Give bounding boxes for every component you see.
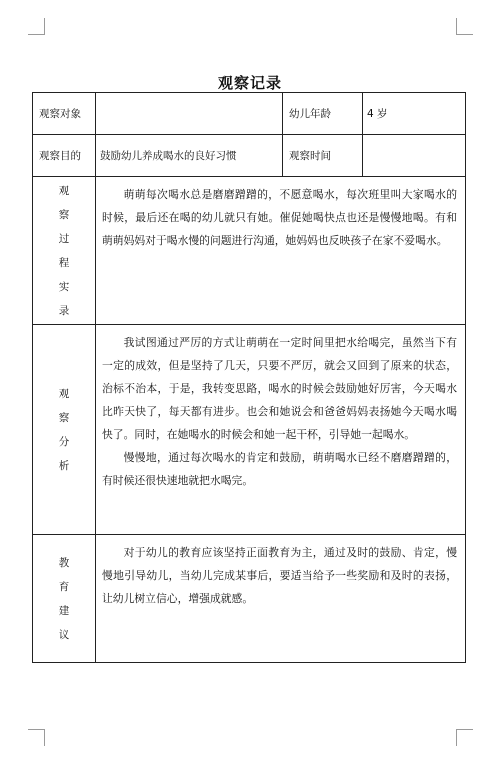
table-row-purpose [33, 135, 466, 177]
crop-mark-bottom-right [456, 729, 473, 746]
page-title: 观察记录 [217, 74, 282, 92]
paragraph: 我试图通过严厉的方式让萌萌在一定时间里把水给喝完，虽然当下有一定的成效，但是坚持了几天，只要不严厉，就会又回到了原来的状态，治标不治本，于是，我转变思路，喝水的时候会鼓励她好厉害，今天喝水比昨天快了，每天都有进步。也会和她说会和爸爸妈妈表扬她今天喝水喝快了。同时，在她喝水的时候会和她一起干杯，引导她一起喝水。 [102, 336, 457, 441]
label-analysis: 观 察 分 析 [33, 325, 96, 535]
content-process-record [96, 177, 466, 325]
label-observation-subject: 观察对象 [33, 93, 96, 135]
table-row-suggestion [33, 535, 466, 663]
value-observation-purpose: 鼓励幼儿养成喝水的良好习惯 [96, 135, 283, 177]
paragraph: 萌萌每次喝水总是磨磨蹭蹭的，不愿意喝水，每次班里叫大家喝水的时候，最后还在喝的幼儿就只有她。催促她喝快点也还是慢慢地喝。有和萌萌妈妈对于喝水慢的问题进行沟通，她妈妈也反映孩子在家不爱喝水。 [102, 188, 457, 247]
value-observation-time [363, 135, 466, 177]
paragraph: 对于幼儿的教育应该坚持正面教育为主，通过及时的鼓励、肯定，慢慢地引导幼儿，当幼儿完成某事后，要适当给予一些奖励和及时的表扬，让幼儿树立信心，增强成就感。 [102, 546, 457, 605]
table-row-analysis [33, 325, 466, 535]
label-observation-purpose: 观察目的 [33, 135, 96, 177]
label-process-record: 观 察 过 程 实 录 [33, 177, 96, 325]
label-child-age: 幼儿年龄 [283, 93, 363, 135]
observation-table [32, 92, 466, 663]
paragraph: 慢慢地，通过每次喝水的肯定和鼓励，萌萌喝水已经不磨磨蹭蹭的，有时候还很快速地就把水喝完。 [102, 451, 457, 487]
value-observation-subject [96, 93, 283, 135]
table-row-subject [33, 93, 466, 135]
label-education-suggestion: 教 育 建 议 [33, 535, 96, 663]
table-row-process [33, 177, 466, 325]
crop-mark-top-left [28, 18, 45, 35]
content-analysis [96, 325, 466, 535]
label-observation-time: 观察时间 [283, 135, 363, 177]
crop-mark-top-right [456, 18, 473, 35]
value-child-age: 4 岁 [363, 93, 466, 135]
crop-mark-bottom-left [28, 729, 45, 746]
content-education-suggestion [96, 535, 466, 663]
